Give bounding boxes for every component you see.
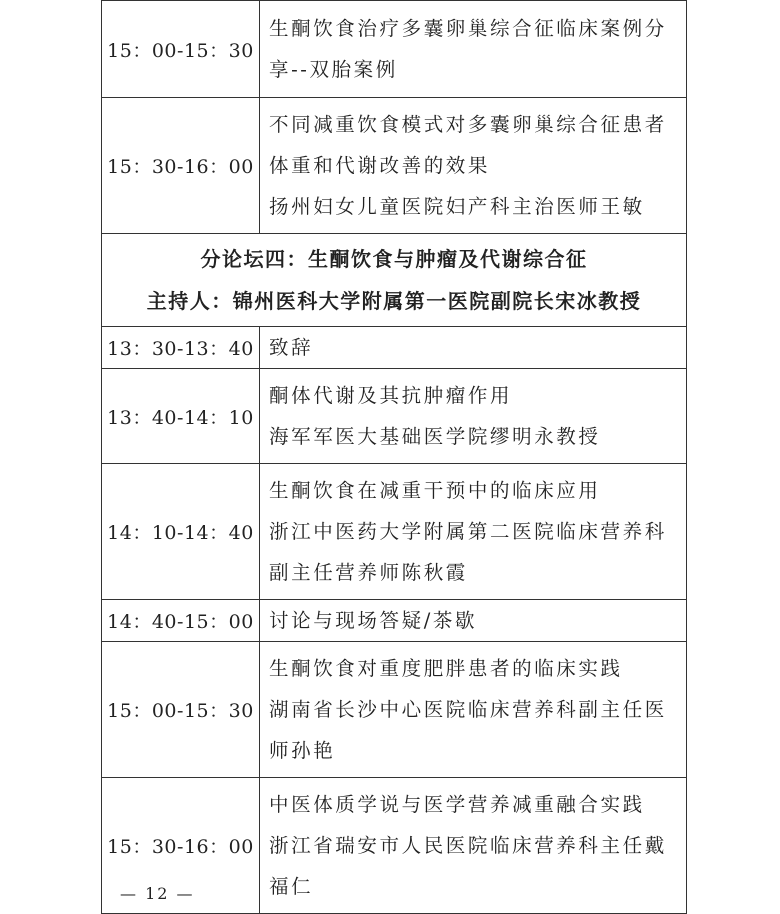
content-cell [260,98,687,234]
speaker-cont: 师孙艳 [269,739,336,762]
time-cell: 15：30-16：00 [102,98,260,234]
table-row [102,600,687,642]
table-row [102,642,687,778]
content-cell [260,600,687,642]
content-cell [260,369,687,464]
content-cell [260,778,687,914]
table-row [102,369,687,464]
time-cell: 15：00-15：30 [102,1,260,98]
schedule-table [101,0,687,914]
content-cell [260,327,687,369]
time-cell: 14：40-15：00 [102,600,260,642]
session-title-cont: 体重和代谢改善的效果 [269,154,491,177]
table-row [102,327,687,369]
speaker-cont: 福仁 [269,875,314,898]
session-title: 讨论与现场答疑/茶歇 [269,609,478,632]
page-number: — 12 — [120,884,195,903]
forum-host: 主持人：锦州医科大学附属第一医院副院长宋冰教授 [146,289,642,313]
table-row [102,464,687,600]
table-row [102,1,687,98]
time-cell: 15：00-15：30 [102,642,260,778]
session-title-cont: 享--双胎案例 [269,58,398,81]
speaker: 浙江省瑞安市人民医院临床营养科主任戴 [269,834,667,857]
speaker: 海军军医大基础医学院缪明永教授 [269,425,601,448]
time-cell: 14：10-14：40 [102,464,260,600]
speaker-cont: 副主任营养师陈秋霞 [269,561,468,584]
speaker: 扬州妇女儿童医院妇产科主治医师王敏 [269,195,645,218]
session-title: 不同减重饮食模式对多囊卵巢综合征患者 [269,113,667,136]
time-cell: 13：30-13：40 [102,327,260,369]
section-header-row [102,234,687,327]
speaker: 浙江中医药大学附属第二医院临床营养科 [269,520,667,543]
session-title: 生酮饮食治疗多囊卵巢综合征临床案例分 [269,17,667,40]
section-header [102,234,687,327]
speaker: 湖南省长沙中心医院临床营养科副主任医 [269,698,667,721]
content-cell [260,642,687,778]
content-cell [260,1,687,98]
session-title: 中医体质学说与医学营养减重融合实践 [269,793,645,816]
session-title: 生酮饮食在减重干预中的临床应用 [269,479,601,502]
table-row [102,98,687,234]
time-cell: 15：30-16：00 [102,778,260,914]
session-title: 酮体代谢及其抗肿瘤作用 [269,384,513,407]
session-title: 致辞 [269,336,314,359]
session-title: 生酮饮食对重度肥胖患者的临床实践 [269,657,623,680]
time-cell: 13：40-14：10 [102,369,260,464]
content-cell [260,464,687,600]
forum-title: 分论坛四：生酮饮食与肿瘤及代谢综合征 [200,247,588,271]
